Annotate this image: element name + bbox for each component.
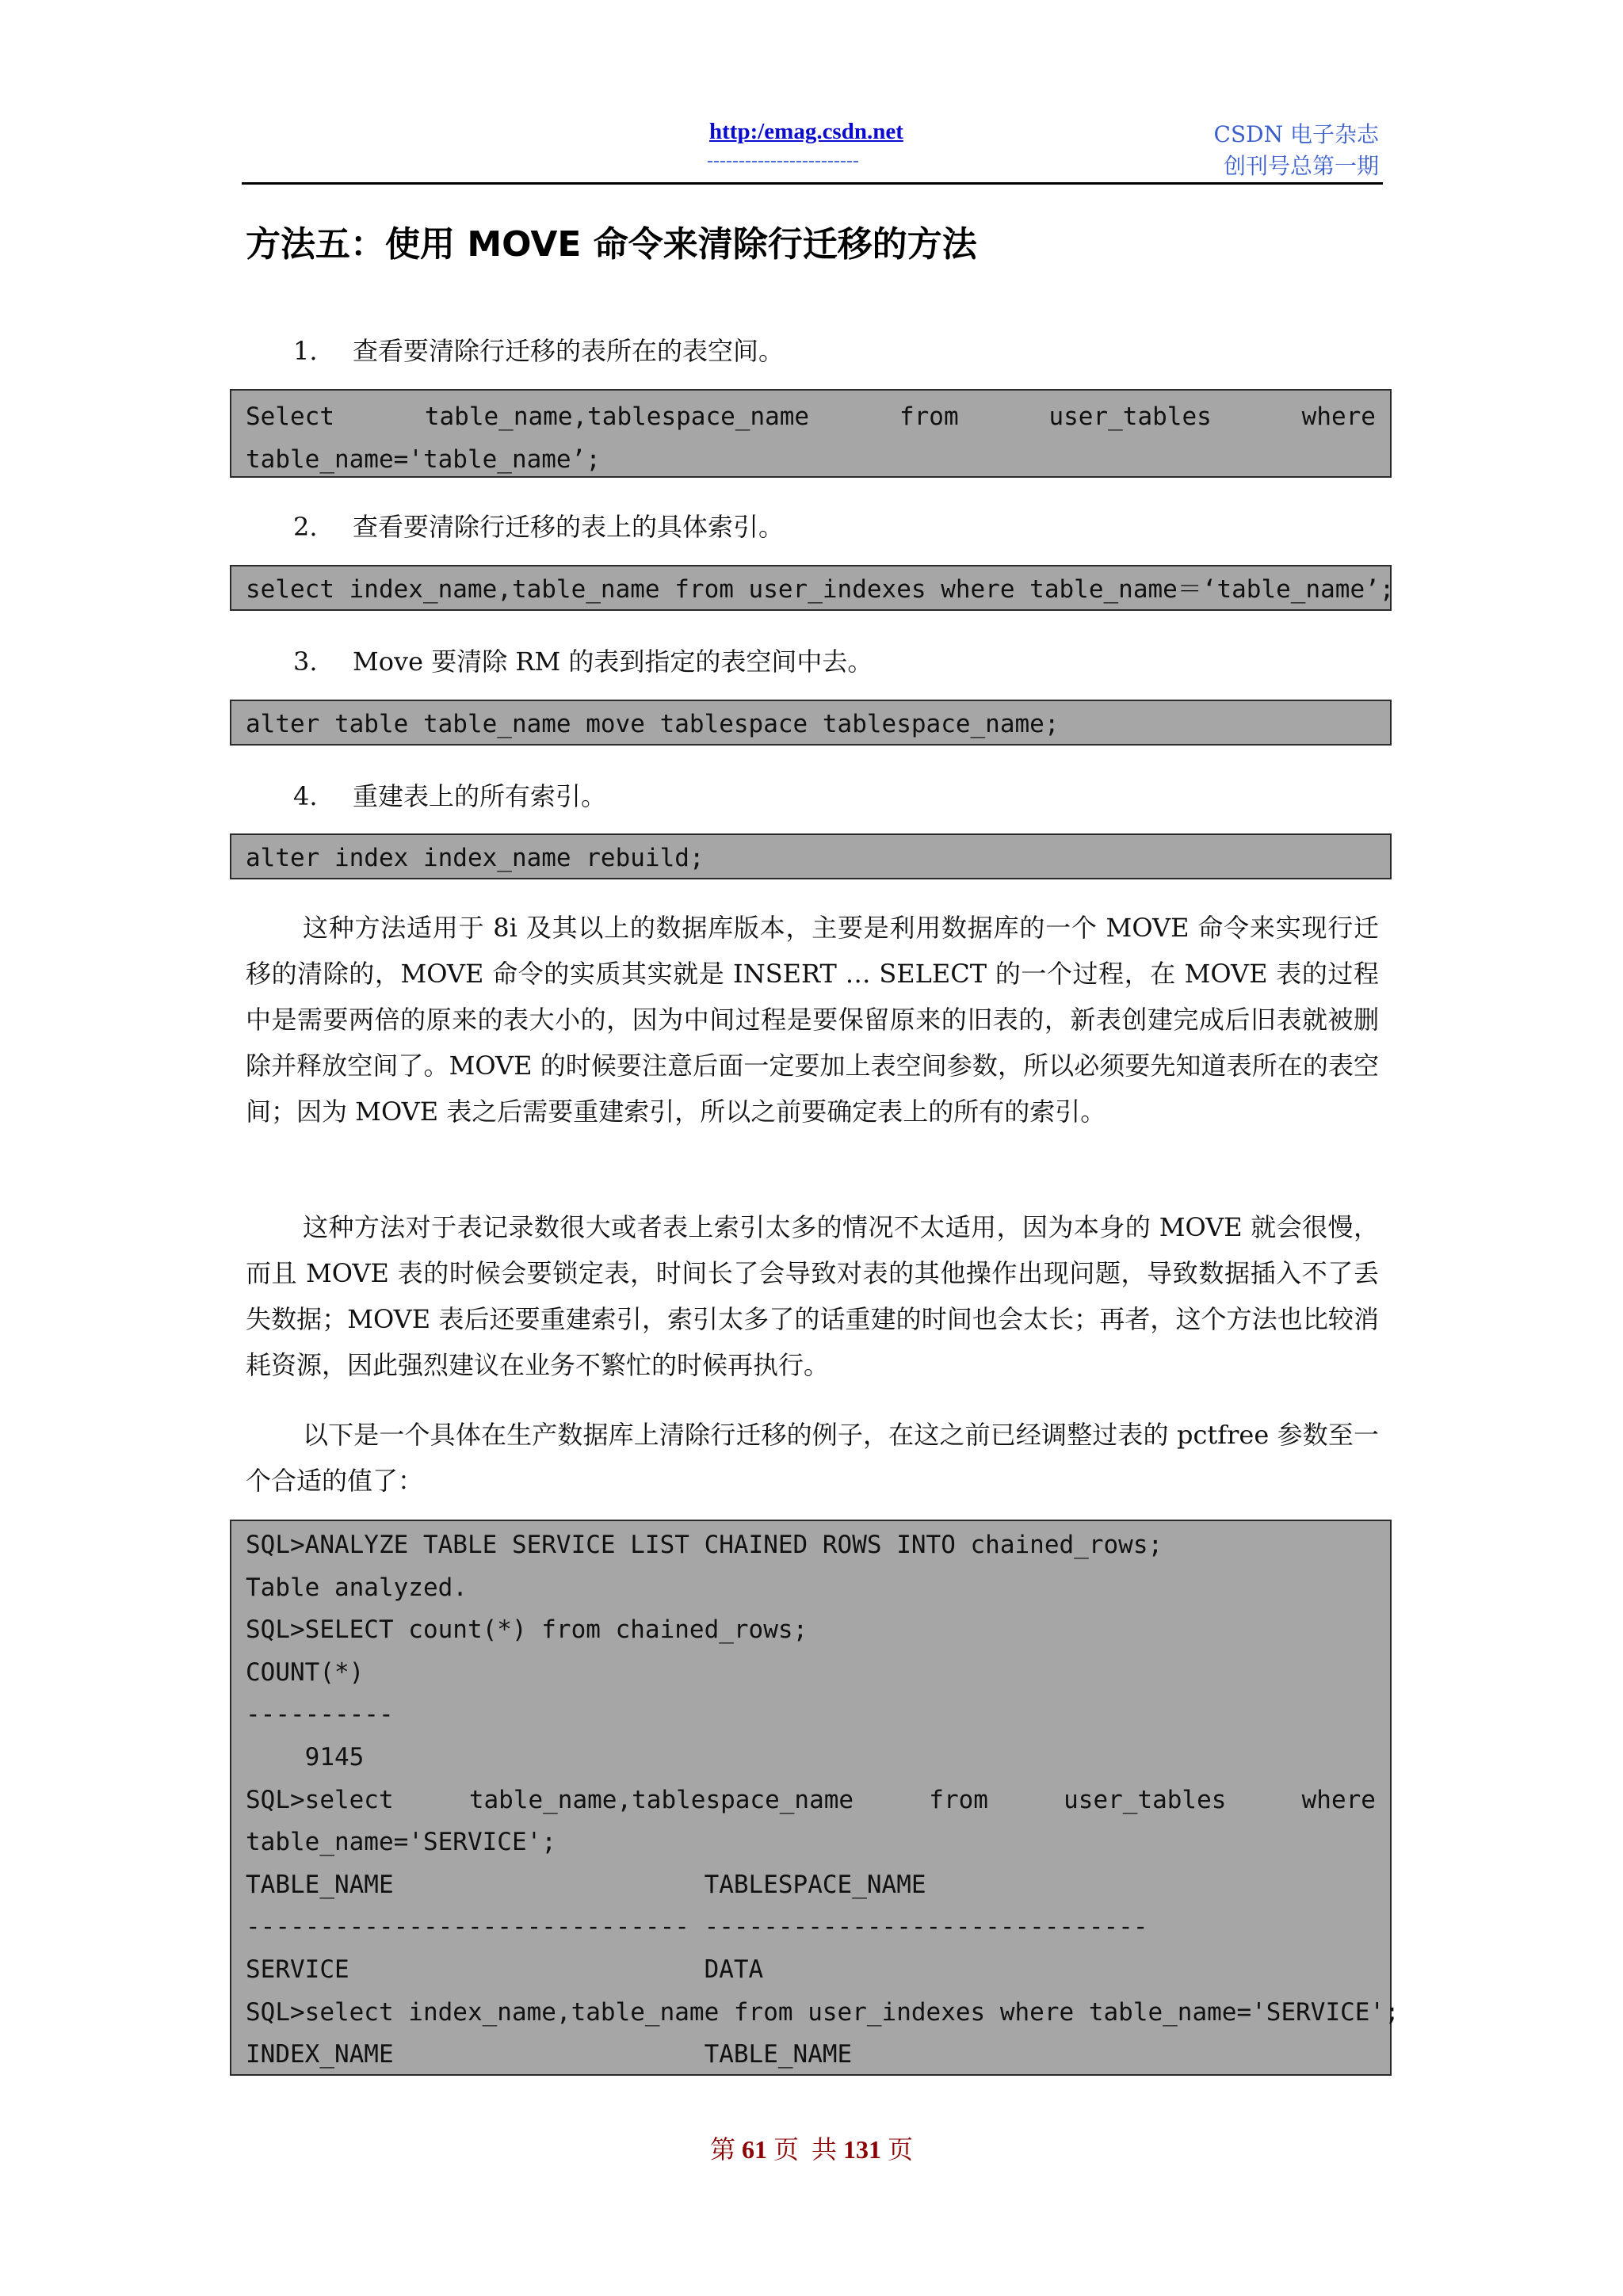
step-1 [293, 331, 784, 368]
step-text: 查看要清除行迁移的表上的具体索引。 [353, 512, 785, 542]
footer-text: 第 [709, 2134, 735, 2164]
code-line: COUNT(*) [246, 1657, 365, 1687]
code-line: SERVICE DATA [246, 1955, 764, 1984]
magazine-name: CSDN 电子杂志 [1213, 121, 1379, 147]
code-line: select index_name,table_name from user_indexes where table_name＝‘table_name’; [246, 575, 1395, 604]
code-token: table_name,tablespace_name [424, 402, 810, 431]
code-line: ---------- [246, 1700, 394, 1730]
code-line: INDEX_NAME TABLE_NAME [246, 2040, 853, 2069]
issue-label: 创刊号总第一期 [1223, 153, 1379, 179]
code-token: Select [246, 402, 334, 431]
code-token: user_tables [1064, 1785, 1227, 1814]
code-block-5 [230, 1520, 1400, 2076]
code-line [246, 1779, 1376, 1822]
code-line: ------------------------------ ------------------------------ [246, 1913, 1148, 1942]
step-text: 重建表上的所有索引。 [353, 781, 607, 811]
step-number: 2. [293, 512, 318, 542]
paragraph-3: 以下是一个具体在生产数据库上清除行迁移的例子，在这之前已经调整过表的 pctfree 参数至一个合适的值了： [246, 1420, 1379, 1496]
step-text: Move 要清除 RM 的表到指定的表空间中去。 [353, 646, 873, 677]
step-4 [293, 776, 606, 813]
code-line [246, 395, 1376, 438]
page-total: 131 [843, 2135, 882, 2164]
code-token: where [1301, 402, 1376, 431]
step-number: 3. [293, 646, 318, 677]
code-line: TABLE_NAME TABLESPACE_NAME [246, 1870, 926, 1899]
code-line: alter table table_name move tablespace tablespace_name; [246, 710, 1060, 738]
code-token: from [899, 402, 959, 431]
code-line: SQL>select index_name,table_name from user_indexes where table_name='SERVICE'; [246, 1997, 1400, 2027]
page-number: 61 [741, 2135, 767, 2164]
code-block-1 [230, 389, 1392, 478]
footer-text: 页 [773, 2134, 799, 2164]
header-link[interactable]: http:/emag.csdn.net [709, 119, 903, 144]
step-text: 查看要清除行迁移的表所在的表空间。 [353, 336, 785, 366]
step-number: 1. [293, 336, 318, 366]
code-line: Table analyzed. [246, 1573, 468, 1602]
page-footer [0, 2130, 1623, 2166]
header-rule [242, 182, 1383, 185]
code-block-4 [230, 833, 1392, 879]
code-token: table_name,tablespace_name [468, 1785, 854, 1814]
code-block-3 [230, 700, 1392, 746]
step-2 [293, 507, 784, 543]
header-link-underline: ------------------------ [707, 151, 859, 171]
code-token: from [929, 1785, 988, 1814]
code-line: table_name='SERVICE'; [246, 1828, 556, 1857]
code-token: where [1301, 1785, 1376, 1814]
code-line: alter index index_name rebuild; [246, 844, 705, 872]
step-number: 4. [293, 781, 318, 811]
code-block-2 [230, 565, 1395, 611]
footer-text: 共 [812, 2134, 838, 2164]
code-line: table_name='table_name’; [246, 445, 601, 474]
code-line: 9145 [246, 1742, 365, 1772]
step-3 [293, 642, 873, 678]
paragraph-2: 这种方法对于表记录数很大或者表上索引太多的情况不太适用，因为本身的 MOVE 就会很慢， 而且 MOVE 表的时候会要锁定表，时间长了会导致对表的其他操作出现问题，导致数据插入不了丢失数据；MOVE 表后还要重建索引，索引太多了的话重建的时间也会太长；再者，这个方法也比较消耗资源，因此强烈建议在业务不繁忙的时候再执行。 [246, 1212, 1379, 1380]
code-token: SQL>select [246, 1785, 394, 1814]
paragraph-1: 这种方法适用于 8i 及其以上的数据库版本，主要是利用数据库的一个 MOVE 命令来实现行迁移的清除的，MOVE 命令的实质其实就是 INSERT … SELECT 的一个过程，在 MOVE 表的过程中是需要两倍的原来的表大小的，因为中间过程是要保留原来的旧表的，新表创建完成后旧表就被删除并释放空间了。MOVE 的时候要注意后面一定要加上表空间参数，所以必须要先知道表所在的表空间；因为 MOVE 表之后需要重建索引，所以之前要确定表上的所有的索引。 [246, 913, 1379, 1127]
code-line: SQL>SELECT count(*) from chained_rows; [246, 1615, 808, 1645]
footer-text: 页 [888, 2134, 914, 2164]
code-token: user_tables [1048, 402, 1212, 431]
section-title: 方法五：使用 MOVE 命令来清除行迁移的方法 [246, 224, 977, 265]
code-line: SQL>ANALYZE TABLE SERVICE LIST CHAINED ROWS INTO chained_rows; [246, 1531, 1163, 1559]
